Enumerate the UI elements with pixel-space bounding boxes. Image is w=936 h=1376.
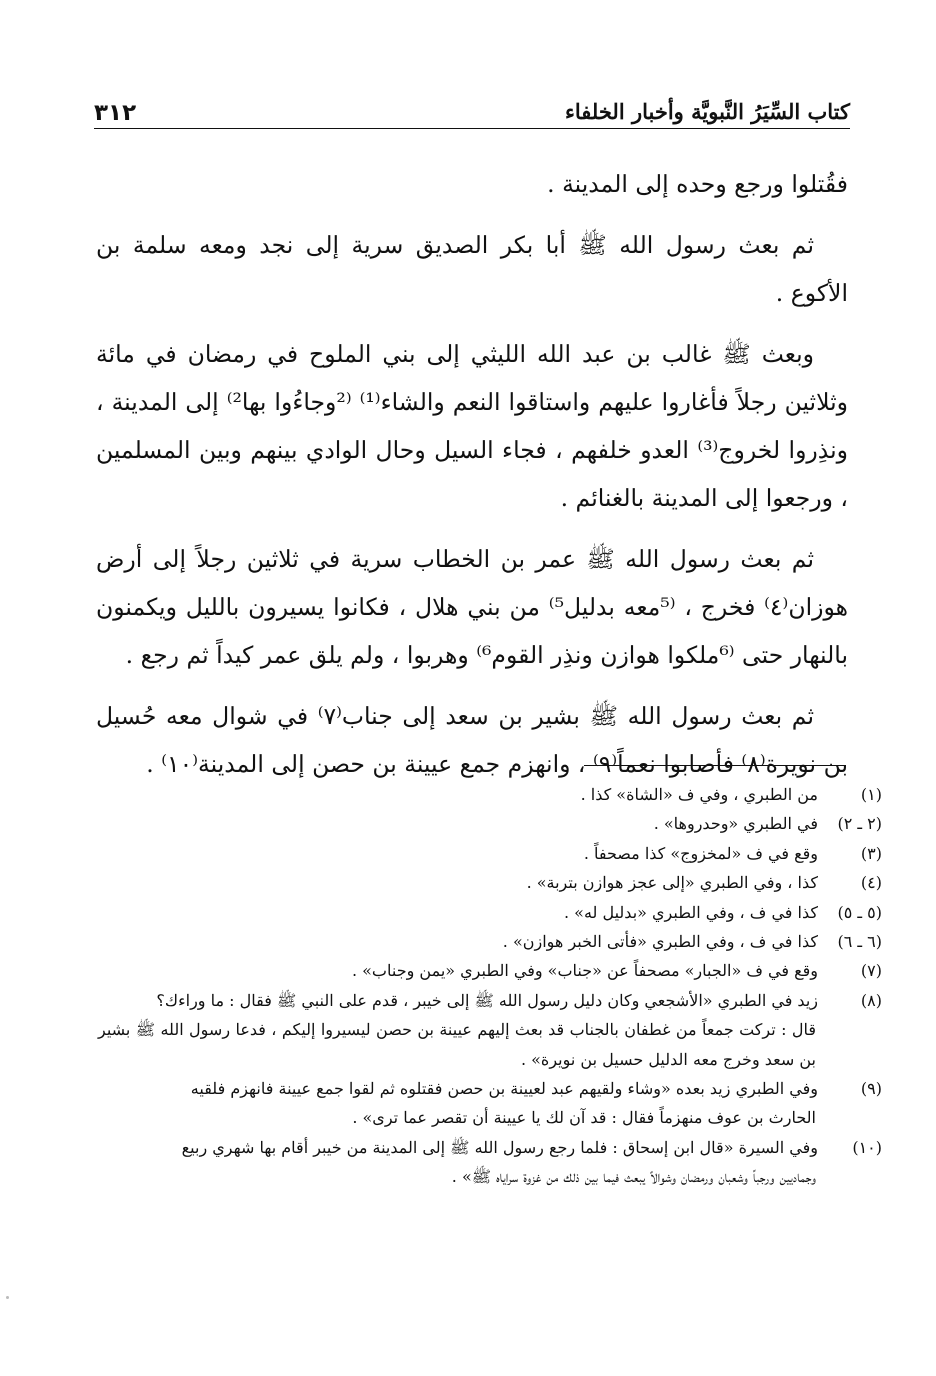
footnote-text: كذا ، وفي الطبري «إلى عجز هوازن بتربة» . [526,873,818,893]
footnote [98,927,882,956]
footnote-number: (٥ ـ ٥) [837,902,882,922]
running-header [94,84,850,129]
footnote [98,1074,882,1103]
paragraph: ثم بعث رسول الله ﷺ أبا بكر الصديق سرية إلى نجد ومعه سلمة بن الأكوع . [96,231,848,307]
footnote-text: كذا في ف ، وفي الطبري «فأتى الخبر هوازن» . [502,932,818,952]
footnote [98,839,882,868]
paragraph: ثم بعث رسول الله ﷺ بشير بن سعد إلى جناب⁽٧⁾ في شوال معه حُسيل بن نويرة⁽٨⁾ فأصابوا نعماً⁽٩⁾ ، وانهزم جمع عيينة بن حصن إلى المدينة⁽١٠⁾ . [96,702,848,778]
footnote [98,956,882,985]
footnote [98,809,882,838]
footnote-continuation: قال : تركت جمعاً من غطفان بالجناب قد بعث إليهم عيينة بن حصن ليسيروا إليكم ، فدعا رسول الله ﷺ بشير بن سعد وخرج معه الدليل حسيل بن نويرة» . [98,1020,816,1069]
footnote-number: (١) [860,785,882,804]
footnote-number: (٨) [860,990,882,1010]
paragraph: فقُتلوا ورجع وحده إلى المدينة . [547,170,848,198]
footnote-number: (٧) [860,961,882,981]
scan-speck [6,1296,9,1299]
footnote [98,1133,882,1162]
footnote-text: وفي الطبري زيد بعده «وشاء ولقيهم عبد لعيينة بن حصن فقتلوه ثم لقوا جمع عيينة فانهزم فلقيه [190,1079,818,1099]
book-title: كتاب السِّيَرُ النَّبويَّة وأخبار الخلفاء [565,99,850,124]
paragraph: وبعث ﷺ غالب بن عبد الله الليثي إلى بني الملوح في رمضان في مائة وثلاثين رجلاً فأغاروا عليهم واستاقوا النعم والشاء⁽¹⁾ ⁽²وجاءُوا بها²⁾ إلى المدينة ، ونذِروا لخروج⁽³⁾ العدو خلفهم ، فجاء السيل وحال الوادي بينهم وبين المسلمين ، ورجعوا إلى المدينة بالغنائم . [96,340,849,512]
footnote-text: كذا في ف ، وفي الطبري «بدليل له» . [563,902,818,922]
footnote [98,986,882,1015]
paragraph: ثم بعث رسول الله ﷺ عمر بن الخطاب سرية في ثلاثين رجلاً إلى أرض هوزان⁽٤⁾ فخرج ، ⁽⁵معه بدليل⁵⁾ من بني هلال ، فكانوا يسيرون بالليل ويكمنون بالنهار حتى ⁽⁶ملكوا هوازن ونذِر القوم⁶⁾ وهربوا ، ولم يلق عمر كيداً ثم رجع . [96,545,848,669]
footnote-text: في الطبري «وحدروها» . [653,814,818,834]
footnotes [98,780,882,1192]
footnote-text: وقع في ف «الجبار» مصحفاً عن «جناب» وفي الطبري «يمن وجناب» . [351,961,818,981]
footnote-text: من الطبري ، وفي ف «الشاة» كذا . [580,785,818,804]
footnote-number: (٢ ـ ٢) [837,814,882,834]
page-number: ٣١٢ [94,100,137,126]
footnote [98,868,882,897]
footnote-continuation: الحارث بن عوف منهزماً فقال : قد آن لك يا عيينة أن تقصر عما ترى» . [352,1108,816,1128]
footnote-number: (٣) [860,843,882,863]
footnote-number: (١٠) [852,1137,882,1157]
footnote [98,780,882,809]
footnote-number: (٤) [860,873,882,893]
footnote-separator [584,765,846,766]
footnote-number: (٩) [860,1079,882,1099]
footnote-number: (٦ ـ ٦) [837,932,882,952]
footnote [98,898,882,927]
footnote-text: وقع في ف «لمخزوج» كذا مصحفاً . [583,843,818,863]
footnote-text: زيد في الطبري «الأشجعي وكان دليل رسول الله ﷺ إلى خيبر ، قدم على النبي ﷺ فقال : ما وراءك؟ [156,990,818,1010]
footnote-continuation: وجماديين ورجباً وشعبان ورمضان وشوالاً يبعث فيما بين ذلك من غزوة سراياه ﷺ» . [451,1167,816,1187]
footnote-text: وفي السيرة «قال ابن إسحاق : فلما رجع رسول الله ﷺ إلى المدينة من خيبر أقام بها شهري ربيع [181,1137,818,1157]
main-text [96,160,848,801]
